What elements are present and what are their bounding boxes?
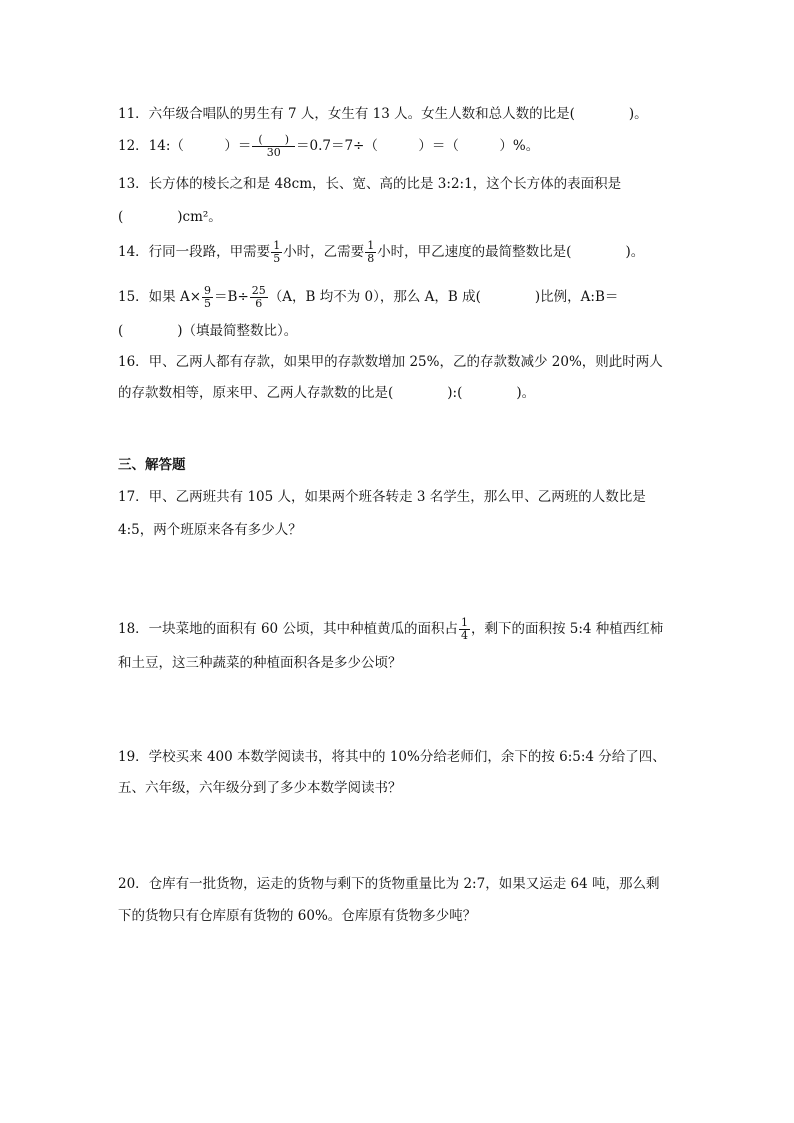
question-17-text-2: 4:5，两个班原来各有多少人？: [118, 522, 302, 538]
question-16-line1: [118, 351, 663, 373]
question-12-fraction: [252, 134, 295, 159]
question-15-line2: [118, 320, 297, 342]
fraction-denominator: 5: [273, 252, 281, 265]
question-17-line1: [118, 486, 646, 508]
fraction-denominator: 6: [255, 297, 263, 310]
question-18-part2: ，剩下的面积按 5:4 种植西红柿: [470, 621, 664, 637]
question-16-text-1: 16．甲、乙两人都有存款，如果甲的存款数增加 25%，乙的存款数减少 20%，则此时两人: [118, 354, 663, 370]
question-14-part3: 小时，甲乙速度的最简整数比是( )。: [377, 244, 645, 260]
question-14-fraction-1: [271, 240, 282, 265]
question-12-part2: ＝0.7＝7÷（ ）＝（ ）%。: [296, 138, 540, 154]
fraction-numerator: 1: [367, 239, 375, 252]
question-18-fraction: [459, 617, 470, 642]
question-13-line1: [118, 173, 621, 195]
question-20-text-1: 20．仓库有一批货物，运走的货物与剩下的货物重量比为 2:7，如果又运走 64 吨，那么剩: [118, 876, 660, 892]
fraction-denominator: 30: [266, 146, 281, 159]
question-11-text: 11．六年级合唱队的男生有 7 人，女生有 13 人。女生人数和总人数的比是( )。: [118, 106, 648, 122]
question-18-line1: [118, 617, 663, 642]
question-14-fraction-2: [365, 240, 376, 265]
fraction-denominator: 8: [367, 252, 375, 265]
question-14: [118, 240, 644, 265]
question-14-part1: 14．行同一段路，甲需要: [118, 244, 271, 260]
question-19-line2: [118, 777, 402, 799]
question-15-text-2: ( )（填最简整数比）。: [118, 323, 298, 339]
fraction-numerator: 1: [460, 616, 468, 629]
section-title: 三、解答题: [118, 457, 186, 473]
question-20-text-2: 下的货物只有仓库原有货物的 60%。仓库原有货物多少吨？: [118, 908, 477, 924]
fraction-denominator: 5: [204, 297, 212, 310]
question-20-line1: [118, 873, 659, 895]
question-17-line2: [118, 519, 302, 541]
question-18-line2: [118, 652, 402, 674]
question-15-part2: ＝B÷: [214, 289, 249, 305]
question-15-fraction-1: [202, 285, 213, 310]
question-12-part1: 12．14:（ ）＝: [118, 138, 252, 154]
question-19-line1: [118, 746, 666, 768]
question-18-part1: 18．一块菜地的面积有 60 公顷，其中种植黄瓜的面积占: [118, 621, 458, 637]
question-20-line2: [118, 905, 476, 927]
question-18-text-2: 和土豆，这三种蔬菜的种植面积各是多少公顷？: [118, 655, 402, 671]
question-15-fraction-2: [250, 285, 268, 310]
fraction-numerator: ( ): [252, 134, 295, 147]
question-13-line2: [118, 206, 222, 228]
question-16-line2: [118, 382, 535, 404]
question-17-text-1: 17．甲、乙两班共有 105 人，如果两个班各转走 3 名学生，那么甲、乙两班的人数比是: [118, 489, 646, 505]
question-13-text-1: 13．长方体的棱长之和是 48cm，长、宽、高的比是 3:2:1，这个长方体的表面积是: [118, 176, 622, 192]
question-19-text-1: 19．学校买来 400 本数学阅读书，将其中的 10%分给老师们，余下的按 6:5:4 分给了四、: [118, 749, 666, 765]
question-13-text-2: ( )cm²。: [118, 209, 222, 225]
fraction-numerator: 25: [251, 284, 266, 297]
question-15-line1: [118, 285, 618, 310]
question-14-part2: 小时，乙需要: [283, 244, 365, 260]
question-11: [118, 103, 648, 125]
fraction-numerator: 1: [273, 239, 281, 252]
question-19-text-2: 五、六年级，六年级分到了多少本数学阅读书？: [118, 780, 402, 796]
question-15-part3: （A，B 均不为 0），那么 A，B 成( )比例，A:B＝: [268, 289, 619, 305]
question-15-part1: 15．如果 A×: [118, 289, 202, 305]
fraction-denominator: 4: [460, 629, 468, 642]
question-12: [118, 134, 539, 159]
fraction-numerator: 9: [204, 284, 212, 297]
section-3-heading: [118, 454, 186, 476]
question-16-text-2: 的存款数相等，原来甲、乙两人存款数的比是( ):( )。: [118, 385, 536, 401]
